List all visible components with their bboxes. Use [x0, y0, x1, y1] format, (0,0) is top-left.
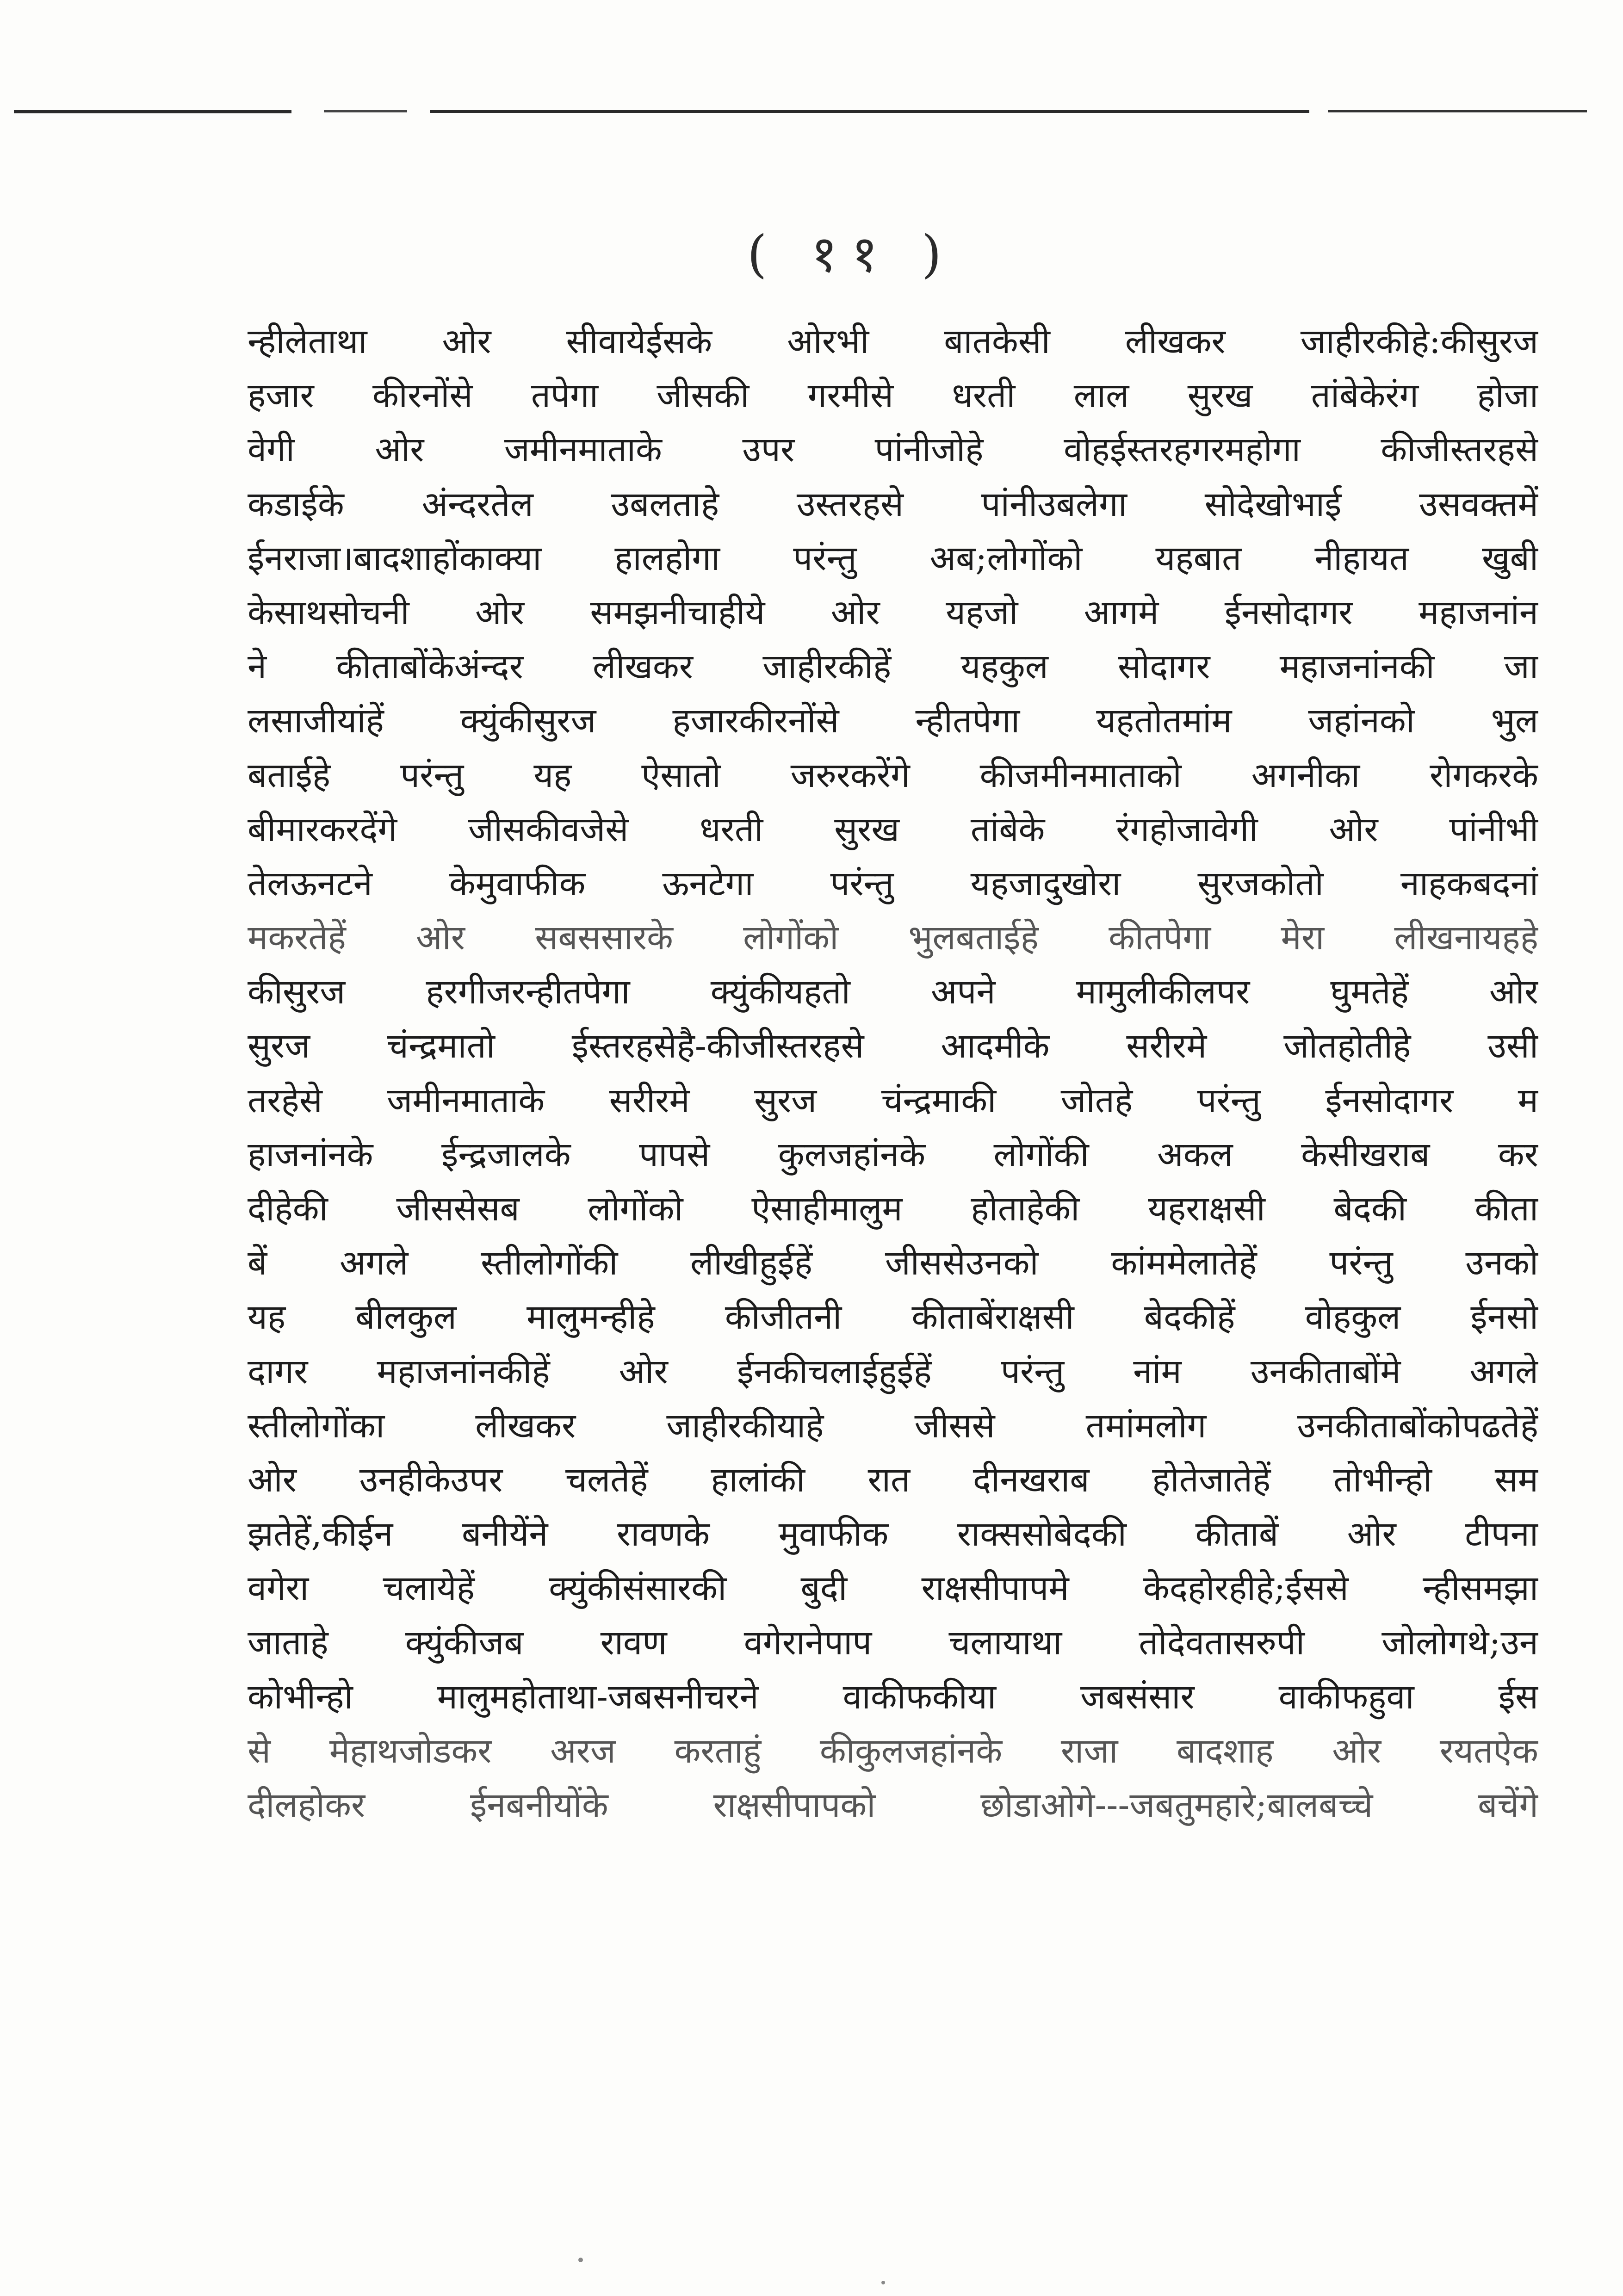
text-line: केसाथसोचनी ओर समझनीचाहीये ओर यहजो आगमे ईनसोदागर महाजनांन [248, 592, 1538, 632]
header-rule-segment [14, 110, 291, 113]
text-line: हाजनांनके ईन्द्रजालके पापसे कुलजहांनके लोगोंकी अकल केसीखराब कर [248, 1134, 1538, 1175]
text-line: बताईहे परंन्तु यह ऐसातो जरुरकरेंगे कीजमीनमाताको अगनीका रोगकरके [248, 755, 1538, 795]
text-line: तरहेसे जमीनमाताके सरीरमे सुरज चंन्द्रमाकी जोतहे परंन्तु ईनसोदागर म [248, 1080, 1538, 1120]
text-line: वेगी ओर जमीनमाताके उपर पांनीजोहे वोहईस्तरहगरमहोगा कीजीस्तरहसे [248, 430, 1538, 470]
text-line: ओर उनहीकेउपर चलतेहें हालांकी रात दीनखराब होतेजातेहें तोभीन्हो सम [248, 1460, 1538, 1500]
scan-speck [578, 2258, 583, 2262]
text-line: स्तीलोगोंका लीखकर जाहीरकीयाहे जीससे तमांमलोग उनकीताबोंकोपढतेहें [248, 1405, 1538, 1446]
page-number: ( ११ ) [747, 224, 956, 284]
text-line: दीहेकी जीससेसब लोगोंको ऐसाहीमालुम होताहेकी यहराक्षसी बेदकी कीता [248, 1189, 1538, 1229]
text-line: न्हीलेताथा ओर सीवायेईसके ओरभी बातकेसी लीखकर जाहीरकीहे:कीसुरज [248, 322, 1538, 361]
text-line: यह बीलकुल मालुमन्हीहे कीजीतनी कीताबेंराक्षसी बेदकीहें वोहकुल ईनसो [248, 1297, 1538, 1337]
scan-speck [881, 2281, 885, 2284]
text-line: ने कीताबोंकेअंन्दर लीखकर जाहीरकीहें यहकुल सोदागर महाजनांनकी जा [248, 647, 1538, 687]
text-line: ईनराजा।बादशाहोंकाक्या हालहोगा परंन्तु अब;लोगोंको यहबात नीहायत खुबी [248, 538, 1538, 578]
text-line: वगेरा चलायेहें क्युंकीसंसारकी बुदी राक्षसीपापमे केदहोरहीहे;ईससे न्हीसमझा [248, 1568, 1538, 1609]
text-line: दीलहोकर ईनबनीयोंके राक्षसीपापको छोडाओगे---जबतुमहारे;बालबच्चे बचेंगे [248, 1785, 1538, 1826]
header-rule-segment [324, 110, 407, 112]
header-rule-segment [1328, 110, 1587, 112]
body-text [248, 315, 1538, 1832]
header-rule-segment [430, 110, 1309, 113]
text-line: बीमारकरदेंगे जीसकीवजेसे धरती सुरख तांबेके रंगहोजावेगी ओर पांनीभी [248, 809, 1538, 849]
text-line: झतेहें,कीईन बनीयेंने रावणके मुवाफीक राक्ससोबेदकी कीताबें ओर टीपना [248, 1514, 1538, 1554]
text-line: सुरज चंन्द्रमातो ईस्तरहसेहै-कीजीस्तरहसे आदमीके सरीरमे जोतहोतीहे उसी [248, 1026, 1538, 1066]
text-line: कोभीन्हो मालुमहोताथा-जबसनीचरने वाकीफकीया जबसंसार वाकीफहुवा ईस [248, 1677, 1538, 1717]
text-line: दागर महाजनांनकीहें ओर ईनकीचलाईहुईहें परंन्तु नांम उनकीताबोंमे अगले [248, 1351, 1538, 1392]
text-line: कीसुरज हरगीजरन्हीतपेगा क्युंकीयहतो अपने मामुलीकीलपर घुमतेहें ओर [248, 972, 1538, 1012]
text-line: बें अगले स्तीलोगोंकी लीखीहुईहें जीससेउनको कांममेलातेहें परंन्तु उनको [248, 1243, 1538, 1283]
text-line: से मेहाथजोडकर अरज करताहुं कीकुलजहांनके राजा बादशाह ओर रयतऐक [248, 1731, 1538, 1771]
text-line: मकरतेहें ओर सबससारके लोगोंको भुलबताईहे कीतपेगा मेरा लीखनायहहे [248, 918, 1538, 958]
text-line: तेलऊनटने केमुवाफीक ऊनटेगा परंन्तु यहजादुखोरा सुरजकोतो नाहकबदनां [248, 863, 1538, 904]
text-line: हजार कीरनोंसे तपेगा जीसकी गरमीसे धरती लाल सुरख तांबेकेरंग होजा [248, 376, 1538, 416]
text-line: जाताहे क्युंकीजब रावण वगेरानेपाप चलायाथा तोदेवतासरुपी जोलोगथे;उन [248, 1622, 1538, 1663]
text-line: कडाईके अंन्दरतेल उबलताहे उस्तरहसे पांनीउबलेगा सोदेखोभाई उसवक्तमें [248, 484, 1538, 524]
text-line: लसाजीयांहें क्युंकीसुरज हजारकीरनोंसे न्हीतपेगा यहतोतमांम जहांनको भुल [248, 701, 1538, 741]
